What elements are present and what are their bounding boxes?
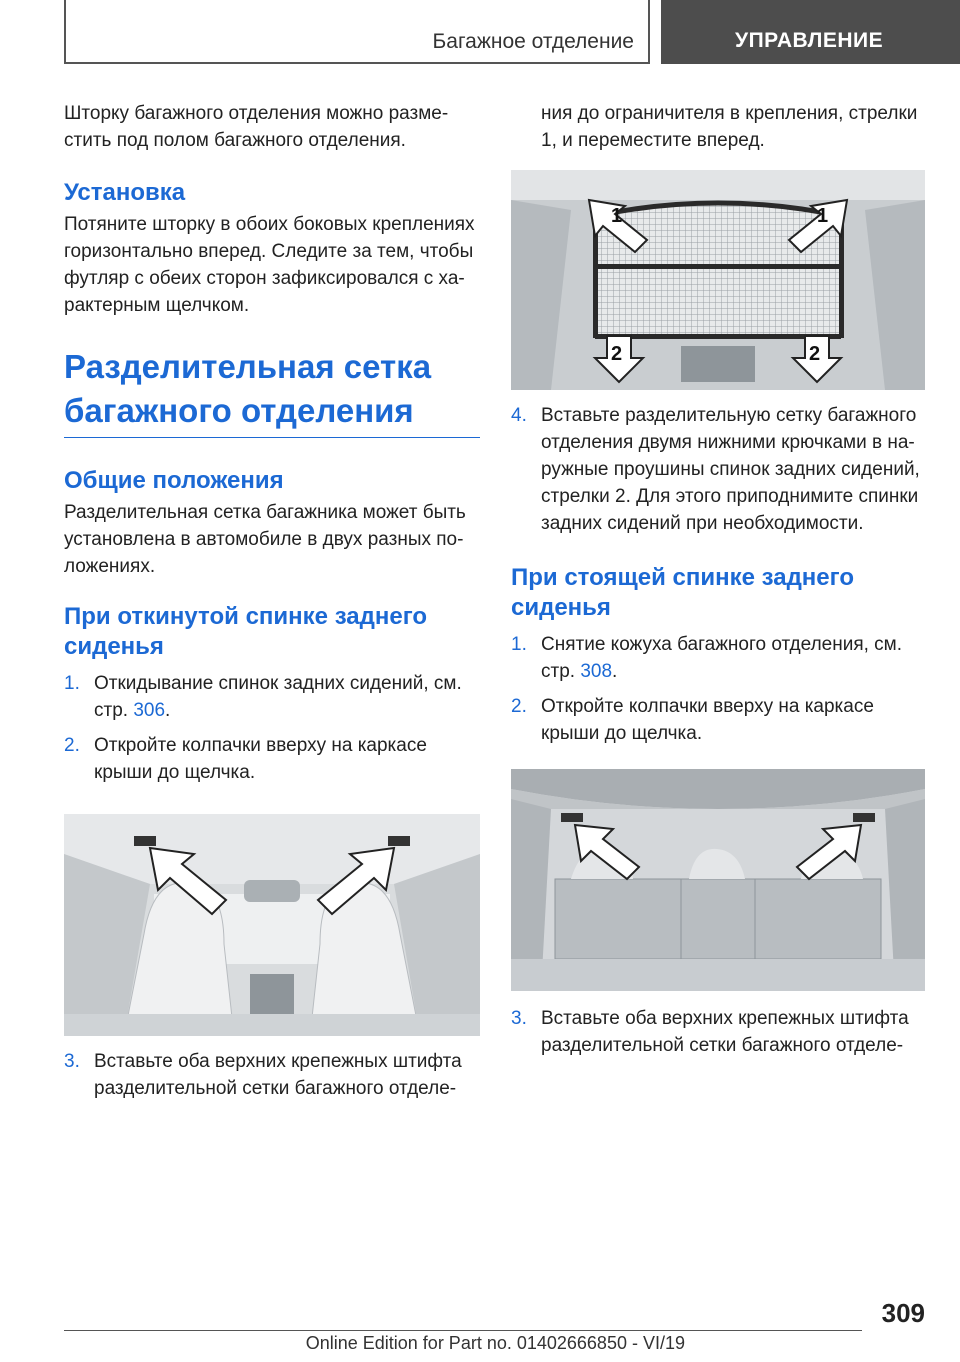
install-text: Потяните шторку в обоих боковых креплениях горизонтально вперед. Следите за тем, чтобы футляр с обеих сторон зафиксировался с ха-рактерным щелчком. <box>64 214 475 316</box>
page-link-308[interactable]: 308 <box>580 661 613 682</box>
list-item-continuation: ния до ограничителя в крепления, стрелки 1, и переместите вперед. <box>541 103 918 151</box>
arrow-label: 1 <box>817 205 829 227</box>
arrow-label: 1 <box>611 205 623 227</box>
curtain-storage-text: Шторку багажного отделения можно разме-стить под полом багажного отделения. <box>64 103 449 151</box>
footer-divider <box>64 1330 862 1331</box>
folded-steps-list <box>64 670 480 786</box>
net-heading-block <box>64 345 480 438</box>
install-heading: Установка <box>64 179 186 206</box>
list-item: 3. Вставьте оба верхних крепежных штифта разделительной сетки багажного отделе- <box>511 1008 909 1056</box>
header-chapter-title: УПРАВЛЕНИЕ <box>735 29 884 52</box>
header-section-title: Багажное отделение <box>432 30 634 53</box>
page-number: 309 <box>881 1298 925 1328</box>
partition-net-image <box>511 170 925 390</box>
upright-steps-list <box>511 631 925 747</box>
folded-seat-heading: При откинутой спинке заднего сиденья <box>64 603 428 660</box>
upright-seat-heading: При стоящей спинке заднего сиденья <box>511 564 854 621</box>
list-item: 3. Вставьте оба верхних крепежных штифта разделительной сетки багажного отделе- <box>64 1051 462 1099</box>
arrow-label: 2 <box>611 343 623 365</box>
cargo-area-image <box>511 769 925 991</box>
net-heading: Разделительная сетка багажного отделения <box>64 348 432 429</box>
pointing-hand-icon <box>0 0 26 30</box>
general-heading: Общие положения <box>64 467 284 494</box>
list-item: 2. Откройте колпачки вверху на каркасе крыши до щелчка. <box>511 696 874 744</box>
left-column <box>64 100 480 1102</box>
list-item: 1. Снятие кожуха багажного отделения, см. стр. 308. <box>511 634 903 682</box>
list-item: 2. Откройте колпачки вверху на каркасе крыши до щелчка. <box>64 735 427 783</box>
right-column <box>511 100 925 1059</box>
header-chapter-box <box>661 0 960 64</box>
list-item: 4. Вставьте разделительную сетку багажного отделения двумя нижними крючками в на-ружные проушины спинок задних сидений, стрелки 2. Для этого приподнимите спинки задних сидений при необходимости. <box>511 405 920 534</box>
arrow-label: 2 <box>809 343 821 365</box>
header-section-box <box>64 0 650 64</box>
edition-footer: Online Edition for Part no. 01402666850 - VI/19 <box>305 1333 685 1353</box>
page-link-306[interactable]: 306 <box>133 700 166 721</box>
roof-mounts-image <box>64 814 480 1036</box>
general-text: Разделительная сетка багажника может быть установлена в автомобиле в двух разных по-ложениях. <box>64 502 466 577</box>
list-item: 1. Откидывание спинок задних сидений, см. стр. 306. <box>64 673 462 721</box>
